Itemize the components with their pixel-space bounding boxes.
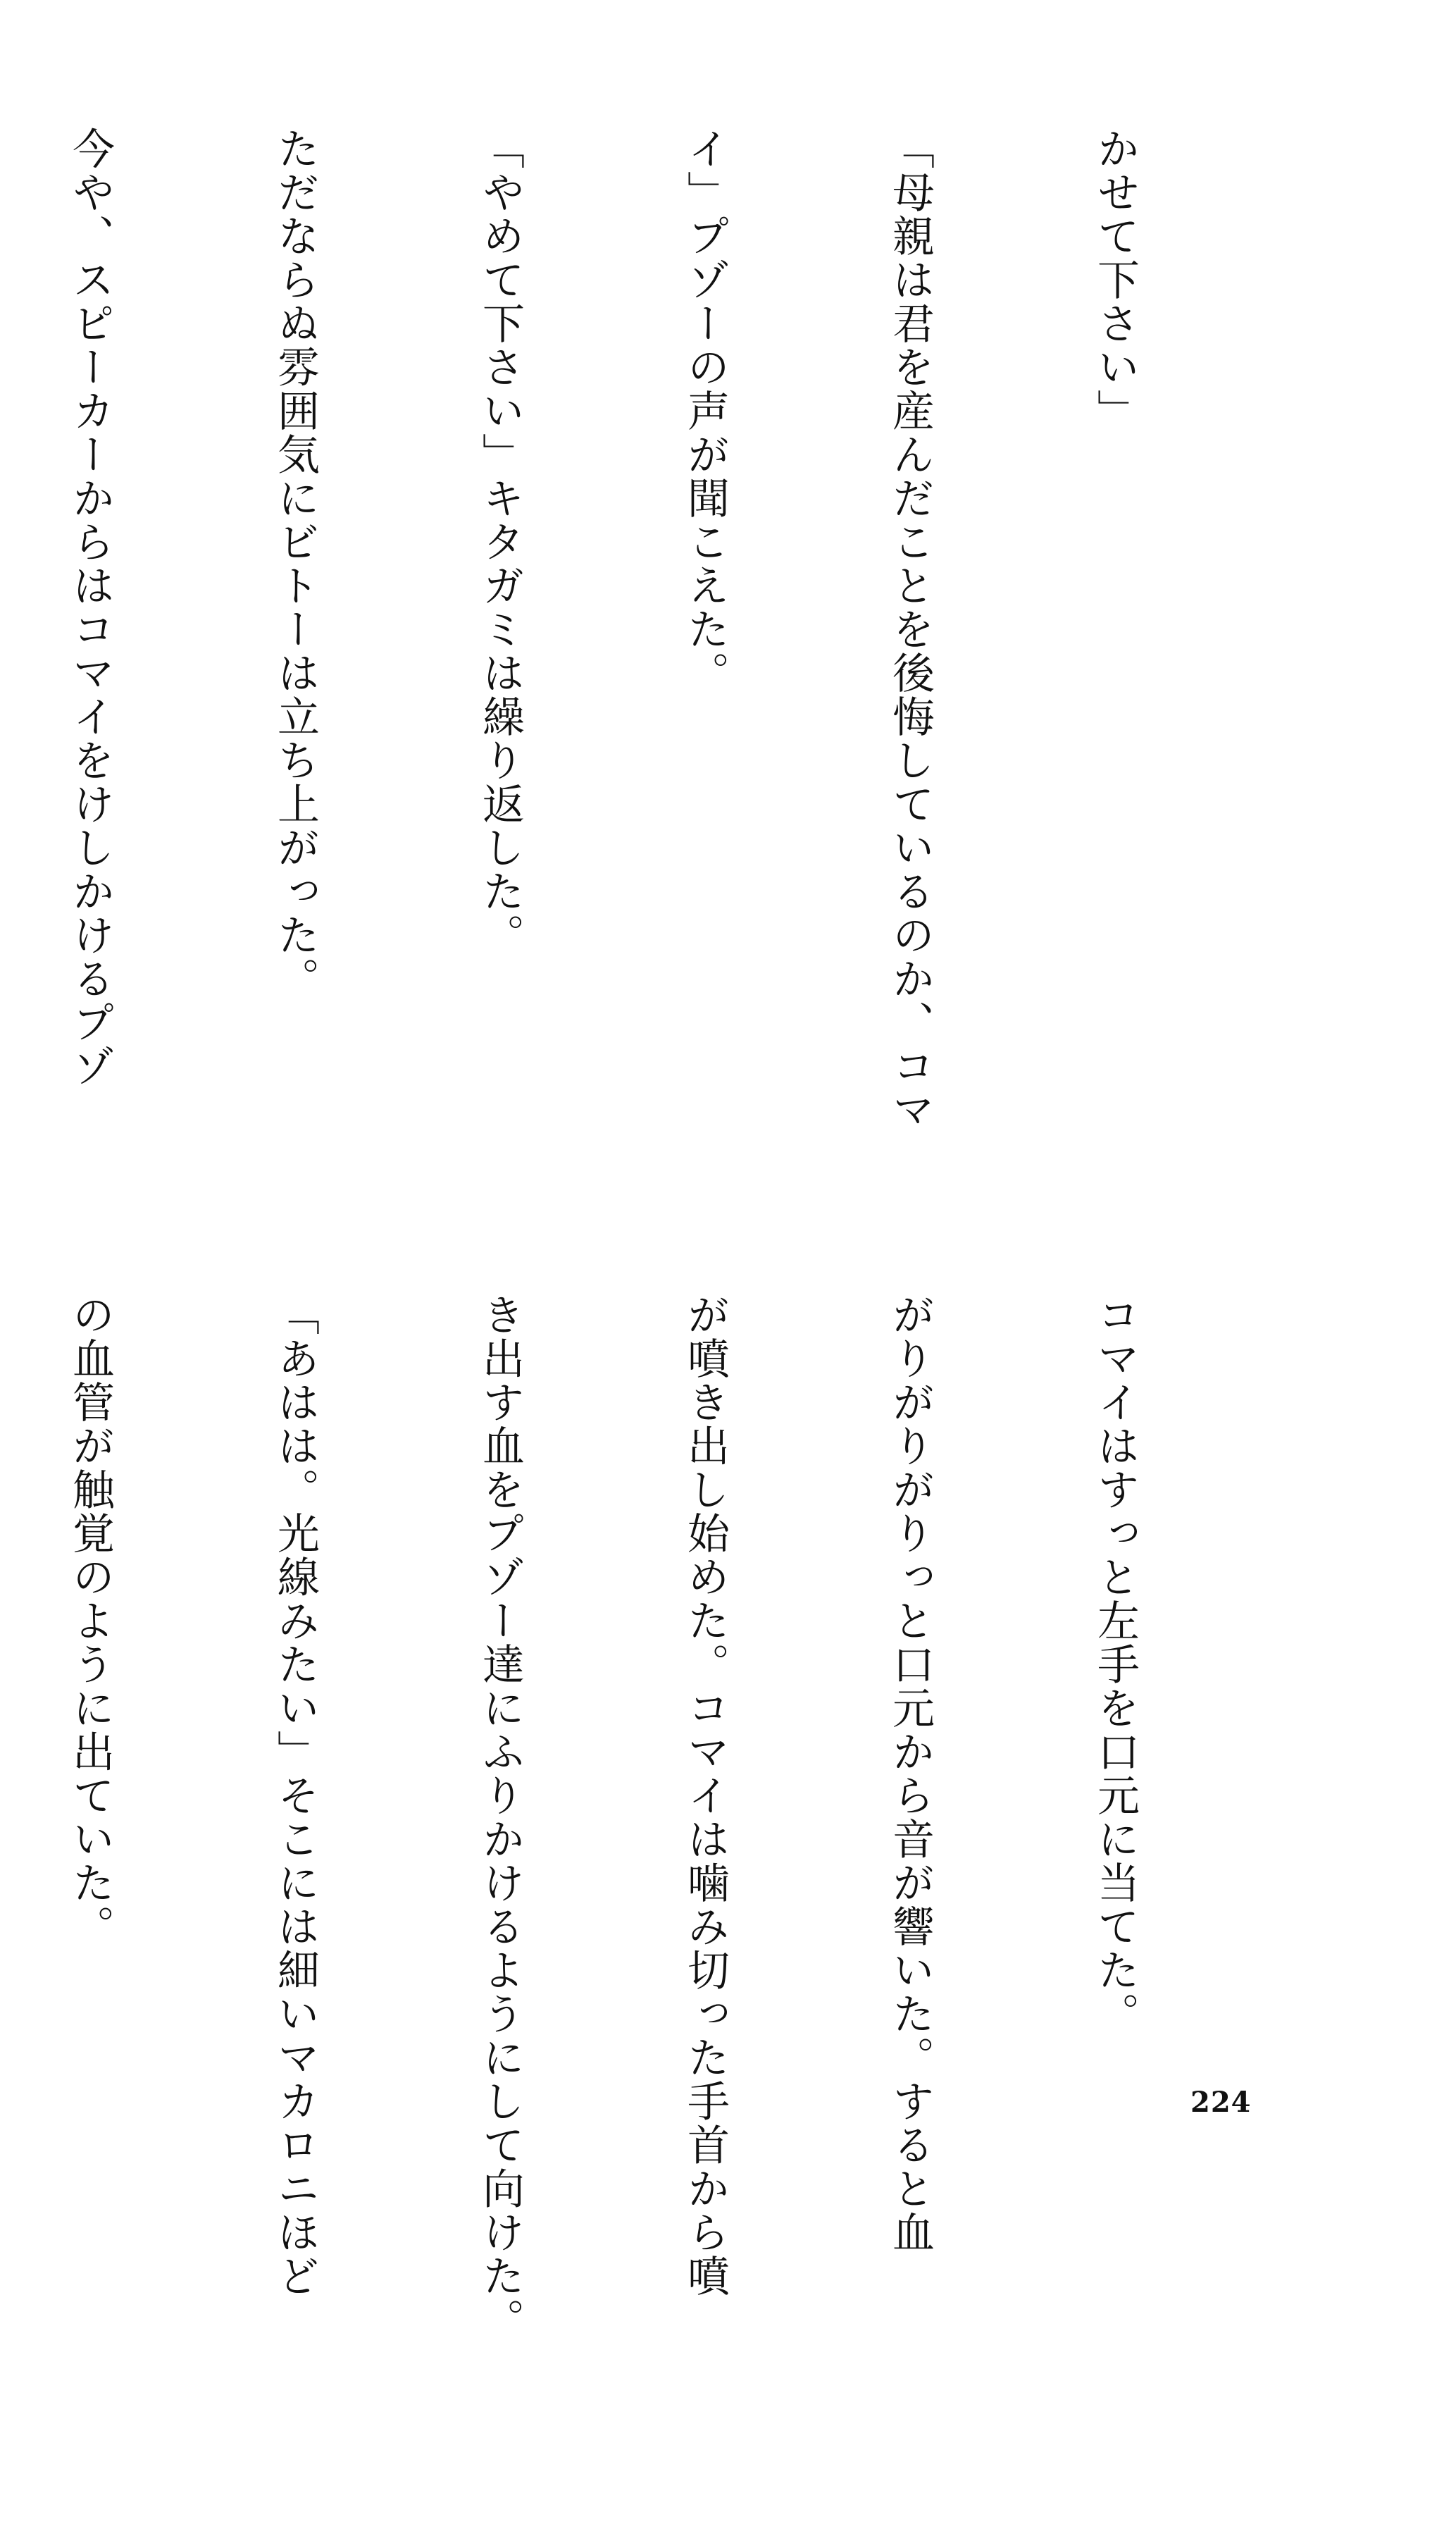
text-line: イ」プゾーの声が聞こえた。 <box>680 127 730 695</box>
text-line: ただならぬ雰囲気にビトーは立ち上がった。 <box>270 127 320 1001</box>
page-number: 224 <box>1190 2086 1252 2119</box>
text-line: 「母親は君を産んだことを後悔しているのか、コマ <box>885 127 935 1132</box>
text-line: 「あはは。光線みたい」そこには細いマカロニほど <box>270 1293 320 2298</box>
text-line: が噴き出し始めた。コマイは噛み切った手首から噴 <box>680 1293 730 2298</box>
text-line: がりがりがりっと口元から音が響いた。すると血 <box>885 1293 935 2254</box>
text-line: の血管が触覚のように出ていた。 <box>66 1293 115 1948</box>
text-line: 「やめて下さい」キタガミは繰り返した。 <box>475 127 525 957</box>
text-line: コマイはすっと左手を口元に当てた。 <box>1090 1293 1140 2036</box>
upper-text-block <box>60 127 1286 1226</box>
text-line: かせて下さい」 <box>1090 127 1140 433</box>
text-line: 今や、スピーカーからはコマイをけしかけるプゾ <box>66 127 115 1088</box>
lower-text-block <box>60 1293 1286 2392</box>
text-line: き出す血をプゾー達にふりかけるようにして向けた。 <box>475 1293 525 2341</box>
